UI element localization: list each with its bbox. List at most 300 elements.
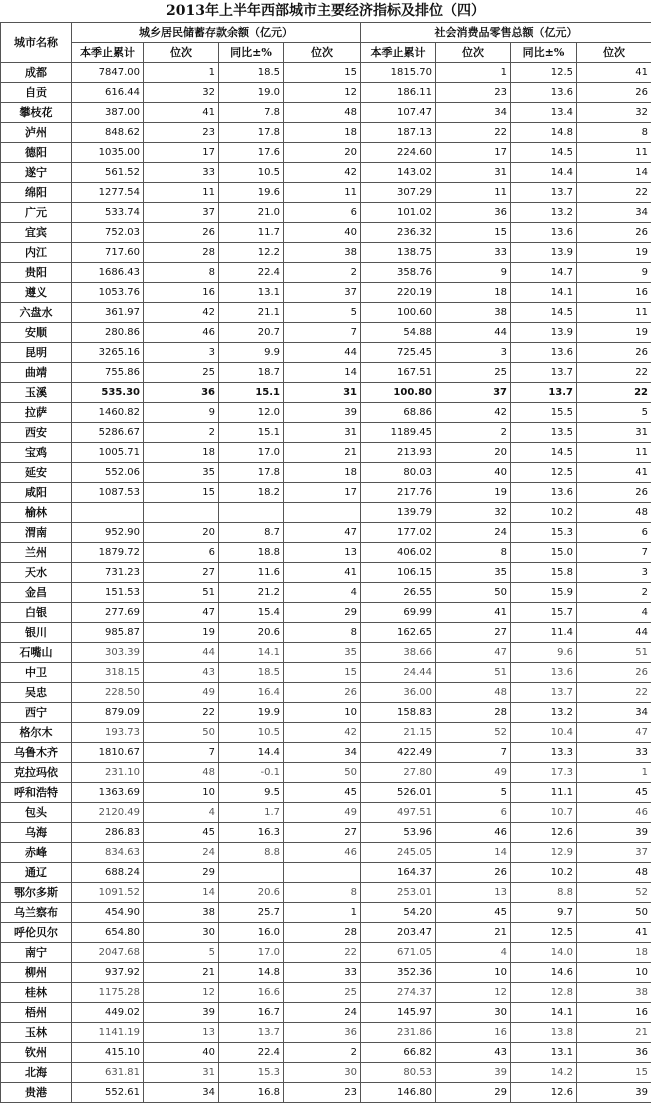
table-row: [1, 303, 651, 323]
city-name-cell: 克拉玛依: [1, 763, 72, 783]
retail-rank-cell: 3: [436, 343, 511, 363]
retail-yoy-rank-cell: 14: [577, 163, 651, 183]
retail-yoy-cell: 13.2: [511, 203, 577, 223]
retail-yoy-cell: 10.4: [511, 723, 577, 743]
savings-yoy-cell: 20.6: [219, 623, 284, 643]
savings-yoy-rank-cell: 33: [284, 963, 361, 983]
retail-rank-cell: 20: [436, 443, 511, 463]
retail-rank-cell: 34: [436, 103, 511, 123]
city-name-cell: 拉萨: [1, 403, 72, 423]
savings-cumulative-cell: 1879.72: [72, 543, 144, 563]
retail-rank-cell: 13: [436, 883, 511, 903]
savings-yoy-rank-cell: 2: [284, 263, 361, 283]
table-row: [1, 883, 651, 903]
retail-yoy-rank-cell: 34: [577, 203, 651, 223]
retail-yoy-rank-cell: 36: [577, 1043, 651, 1063]
savings-yoy-cell: 1.7: [219, 803, 284, 823]
savings-yoy-cell: 16.7: [219, 1003, 284, 1023]
retail-yoy-rank-cell: 41: [577, 463, 651, 483]
savings-cumulative-cell: 151.53: [72, 583, 144, 603]
city-name-cell: 广元: [1, 203, 72, 223]
savings-rank-cell: 24: [144, 843, 219, 863]
savings-yoy-cell: 21.2: [219, 583, 284, 603]
savings-yoy-cell: 8.8: [219, 843, 284, 863]
savings-yoy-cell: 17.6: [219, 143, 284, 163]
city-name-cell: 宝鸡: [1, 443, 72, 463]
retail-cumulative-cell: 100.80: [361, 383, 436, 403]
savings-rank-cell: 2: [144, 423, 219, 443]
savings-yoy-rank-cell: 14: [284, 363, 361, 383]
savings-rank-cell: 11: [144, 183, 219, 203]
table-row: [1, 83, 651, 103]
retail-cumulative-cell: 187.13: [361, 123, 436, 143]
savings-yoy-cell: 21.0: [219, 203, 284, 223]
retail-yoy-cell: 12.6: [511, 1083, 577, 1103]
table-row: [1, 323, 651, 343]
savings-cumulative-cell: 952.90: [72, 523, 144, 543]
savings-yoy-rank-cell: 36: [284, 1023, 361, 1043]
savings-rank-cell: 3: [144, 343, 219, 363]
savings-rank-cell: 46: [144, 323, 219, 343]
retail-cumulative-cell: 145.97: [361, 1003, 436, 1023]
retail-cumulative-cell: 224.60: [361, 143, 436, 163]
retail-cumulative-cell: 69.99: [361, 603, 436, 623]
savings-cumulative-cell: 1035.00: [72, 143, 144, 163]
table-row: [1, 503, 651, 523]
savings-cumulative-cell: 688.24: [72, 863, 144, 883]
savings-yoy-rank-cell: 2: [284, 1043, 361, 1063]
savings-cumulative-cell: 449.02: [72, 1003, 144, 1023]
retail-rank-cell: 2: [436, 423, 511, 443]
savings-yoy-cell: 15.3: [219, 1063, 284, 1083]
savings-yoy-rank-cell: 7: [284, 323, 361, 343]
retail-yoy-rank-cell: 45: [577, 783, 651, 803]
savings-cumulative-cell: 387.00: [72, 103, 144, 123]
retail-yoy-rank-cell: 22: [577, 683, 651, 703]
city-name-cell: 乌兰察布: [1, 903, 72, 923]
savings-yoy-cell: 16.0: [219, 923, 284, 943]
retail-yoy-rank-cell: 26: [577, 343, 651, 363]
retail-cumulative-cell: 53.96: [361, 823, 436, 843]
savings-cumulative-cell: 937.92: [72, 963, 144, 983]
savings-rank-cell: 42: [144, 303, 219, 323]
retail-rank-cell: 1: [436, 63, 511, 83]
savings-yoy-rank-cell: 47: [284, 523, 361, 543]
savings-yoy-cell: 16.6: [219, 983, 284, 1003]
savings-rank-cell: 30: [144, 923, 219, 943]
table-row: [1, 223, 651, 243]
retail-yoy-cell: 13.4: [511, 103, 577, 123]
retail-cumulative-cell: 68.86: [361, 403, 436, 423]
retail-rank-cell: 45: [436, 903, 511, 923]
savings-yoy-rank-cell: 37: [284, 283, 361, 303]
city-name-cell: 遂宁: [1, 163, 72, 183]
retail-yoy-rank-cell: 3: [577, 563, 651, 583]
retail-yoy-rank-cell: 31: [577, 423, 651, 443]
savings-rank-cell: 33: [144, 163, 219, 183]
savings-yoy-rank-cell: 35: [284, 643, 361, 663]
city-name-cell: 贵港: [1, 1083, 72, 1103]
savings-rank-cell: 6: [144, 543, 219, 563]
retail-yoy-cell: 14.5: [511, 443, 577, 463]
retail-yoy-rank-cell: 50: [577, 903, 651, 923]
retail-cumulative-cell: 164.37: [361, 863, 436, 883]
retail-yoy-cell: 13.6: [511, 343, 577, 363]
retail-yoy-cell: 12.5: [511, 923, 577, 943]
table-row: [1, 523, 651, 543]
retail-cumulative-cell: 422.49: [361, 743, 436, 763]
retail-yoy-rank-cell: 44: [577, 623, 651, 643]
savings-yoy-cell: 25.7: [219, 903, 284, 923]
retail-yoy-rank-cell: 2: [577, 583, 651, 603]
table-row: [1, 1083, 651, 1103]
retail-yoy-cell: 11.1: [511, 783, 577, 803]
retail-yoy-rank-cell: 41: [577, 923, 651, 943]
savings-rank-cell: 50: [144, 723, 219, 743]
retail-yoy-cell: 13.6: [511, 663, 577, 683]
savings-yoy-rank-cell: 49: [284, 803, 361, 823]
retail-cumulative-cell: 143.02: [361, 163, 436, 183]
table-row: [1, 203, 651, 223]
city-name-cell: 玉林: [1, 1023, 72, 1043]
savings-cumulative-cell: 1091.52: [72, 883, 144, 903]
city-name-header: 城市名称: [1, 23, 72, 63]
savings-yoy-cell: 21.1: [219, 303, 284, 323]
savings-yoy-rank-cell: 42: [284, 163, 361, 183]
savings-yoy-cell: -0.1: [219, 763, 284, 783]
savings-cumulative-cell: 731.23: [72, 563, 144, 583]
savings-yoy-cell: 13.7: [219, 1023, 284, 1043]
savings-cumulative-cell: 286.83: [72, 823, 144, 843]
savings-yoy-rank-cell: 1: [284, 903, 361, 923]
savings-cumulative-cell: 1363.69: [72, 783, 144, 803]
savings-rank-cell: 7: [144, 743, 219, 763]
table-row: [1, 1063, 651, 1083]
retail-cumulative-cell: 245.05: [361, 843, 436, 863]
retail-rank-cell: 16: [436, 1023, 511, 1043]
retail-yoy-cell: 15.9: [511, 583, 577, 603]
retail-cumulative-cell: 139.79: [361, 503, 436, 523]
retail-yoy-cell: 10.7: [511, 803, 577, 823]
table-row: [1, 463, 651, 483]
savings-yoy-rank-cell: [284, 863, 361, 883]
savings-yoy-rank-cell: 23: [284, 1083, 361, 1103]
savings-yoy-cell: 19.0: [219, 83, 284, 103]
retail-rank-cell: 38: [436, 303, 511, 323]
retail-yoy-cell: 15.5: [511, 403, 577, 423]
savings-cumulative-cell: 5286.67: [72, 423, 144, 443]
retail-yoy-cell: 13.7: [511, 183, 577, 203]
savings-cumulative-cell: 631.81: [72, 1063, 144, 1083]
savings-cumulative-cell: 616.44: [72, 83, 144, 103]
savings-cumulative-cell: 415.10: [72, 1043, 144, 1063]
table-row: [1, 283, 651, 303]
savings-yoy-rank-cell: 25: [284, 983, 361, 1003]
retail-yoy-cell: 13.7: [511, 363, 577, 383]
savings-yoy-cell: 16.3: [219, 823, 284, 843]
retail-rank-cell: 7: [436, 743, 511, 763]
table-row: [1, 563, 651, 583]
savings-yoy-cell: 11.7: [219, 223, 284, 243]
savings-rank-cell: 22: [144, 703, 219, 723]
city-name-cell: 赤峰: [1, 843, 72, 863]
retail-yoy-cell: 13.5: [511, 423, 577, 443]
retail-yoy-rank-cell: 22: [577, 183, 651, 203]
savings-yoy-cell: [219, 503, 284, 523]
savings-yoy-rank-cell: 4: [284, 583, 361, 603]
savings-yoy-rank-cell: 12: [284, 83, 361, 103]
retail-cumulative-cell: 138.75: [361, 243, 436, 263]
city-name-cell: 西宁: [1, 703, 72, 723]
savings-rank-cell: 32: [144, 83, 219, 103]
savings-rank-cell: 20: [144, 523, 219, 543]
savings-cumulative-cell: 755.86: [72, 363, 144, 383]
retail-cumulative-cell: 36.00: [361, 683, 436, 703]
retail-yoy-cell: 13.1: [511, 1043, 577, 1063]
economic-indicators-table: [0, 22, 651, 1103]
savings-yoy-cell: 18.5: [219, 63, 284, 83]
savings-yoy-cell: 18.2: [219, 483, 284, 503]
retail-cumulative-cell: 107.47: [361, 103, 436, 123]
savings-cumulative-cell: 1053.76: [72, 283, 144, 303]
savings-yoy-rank-cell: 48: [284, 103, 361, 123]
retail-rank-cell: 9: [436, 263, 511, 283]
city-name-cell: 泸州: [1, 123, 72, 143]
savings-cumulative-cell: 752.03: [72, 223, 144, 243]
table-row: [1, 103, 651, 123]
retail-cumulative-cell: 203.47: [361, 923, 436, 943]
savings-cumulative-cell: 1005.71: [72, 443, 144, 463]
retail-yoy-cell: 14.0: [511, 943, 577, 963]
savings-yoy-rank-cell: 11: [284, 183, 361, 203]
retail-rank-cell: 46: [436, 823, 511, 843]
savings-yoy-cell: 10.5: [219, 163, 284, 183]
retail-yoy-rank-cell: 11: [577, 443, 651, 463]
savings-yoy-cell: 11.6: [219, 563, 284, 583]
savings-yoy-rank-cell: 34: [284, 743, 361, 763]
savings-rank-cell: 16: [144, 283, 219, 303]
retail-yoy-rank-cell: 41: [577, 63, 651, 83]
city-name-cell: 格尔木: [1, 723, 72, 743]
retail-rank-cell: 28: [436, 703, 511, 723]
savings-yoy-cell: 7.8: [219, 103, 284, 123]
savings-rank-cell: 14: [144, 883, 219, 903]
savings-yoy-cell: 13.1: [219, 283, 284, 303]
city-name-cell: 呼伦贝尔: [1, 923, 72, 943]
savings-yoy-cell: 17.8: [219, 123, 284, 143]
savings-yoy-rank-cell: 44: [284, 343, 361, 363]
savings-rank-cell: 23: [144, 123, 219, 143]
city-name-cell: 六盘水: [1, 303, 72, 323]
savings-yoy-cell: 9.9: [219, 343, 284, 363]
retail-yoy-rank-cell: 34: [577, 703, 651, 723]
table-row: [1, 683, 651, 703]
savings-yoy-rank-cell: 45: [284, 783, 361, 803]
savings-yoy-cell: [219, 863, 284, 883]
savings-rank-cell: 10: [144, 783, 219, 803]
savings-yoy-cell: 18.7: [219, 363, 284, 383]
savings-yoy-cell: 18.5: [219, 663, 284, 683]
retail-yoy-cell: 12.6: [511, 823, 577, 843]
retail-yoy-rank-cell: 10: [577, 963, 651, 983]
retail-rank-cell: 5: [436, 783, 511, 803]
retail-yoy-rank-cell: 22: [577, 383, 651, 403]
table-row: [1, 343, 651, 363]
retail-yoy-rank-cell: 51: [577, 643, 651, 663]
savings-cumulative-cell: 1686.43: [72, 263, 144, 283]
retail-sales-group-header: 社会消费品零售总额（亿元）: [361, 23, 651, 43]
city-name-cell: 西安: [1, 423, 72, 443]
table-row: [1, 143, 651, 163]
retail-cumulative-cell: 231.86: [361, 1023, 436, 1043]
savings-yoy-rank-cell: 46: [284, 843, 361, 863]
retail-cumulative-cell: 167.51: [361, 363, 436, 383]
retail-cumulative-cell: 26.55: [361, 583, 436, 603]
retail-rank-cell: 15: [436, 223, 511, 243]
savings-cumulative-cell: 552.06: [72, 463, 144, 483]
savings-yoy-cell: 12.0: [219, 403, 284, 423]
city-name-cell: 贵阳: [1, 263, 72, 283]
savings-rank-cell: 17: [144, 143, 219, 163]
savings-yoy-rank-cell: 15: [284, 63, 361, 83]
savings-yoy-rank-cell: 31: [284, 423, 361, 443]
savings-yoy-rank-cell: 8: [284, 883, 361, 903]
table-row: [1, 123, 651, 143]
retail-rank-cell: 39: [436, 1063, 511, 1083]
city-name-cell: 昆明: [1, 343, 72, 363]
retail-cumulative-header: 本季止累计: [361, 43, 436, 63]
retail-yoy-cell: 13.7: [511, 683, 577, 703]
table-row: [1, 1003, 651, 1023]
savings-rank-cell: 28: [144, 243, 219, 263]
table-row: [1, 663, 651, 683]
table-row: [1, 623, 651, 643]
city-name-cell: 内江: [1, 243, 72, 263]
city-name-cell: 绵阳: [1, 183, 72, 203]
table-row: [1, 363, 651, 383]
retail-rank-cell: 33: [436, 243, 511, 263]
city-name-cell: 自贡: [1, 83, 72, 103]
savings-yoy-rank-cell: 13: [284, 543, 361, 563]
table-row: [1, 243, 651, 263]
table-row: [1, 823, 651, 843]
city-name-cell: 桂林: [1, 983, 72, 1003]
retail-yoy-cell: 10.2: [511, 863, 577, 883]
retail-rank-cell: 37: [436, 383, 511, 403]
retail-rank-header: 位次: [436, 43, 511, 63]
savings-cumulative-cell: 3265.16: [72, 343, 144, 363]
retail-yoy-cell: 13.6: [511, 483, 577, 503]
retail-cumulative-cell: 352.36: [361, 963, 436, 983]
retail-cumulative-cell: 66.82: [361, 1043, 436, 1063]
table-row: [1, 263, 651, 283]
savings-yoy-rank-cell: 8: [284, 623, 361, 643]
savings-yoy-rank-cell: 22: [284, 943, 361, 963]
retail-yoy-cell: 14.6: [511, 963, 577, 983]
savings-yoy-rank-cell: 15: [284, 663, 361, 683]
savings-cumulative-cell: 834.63: [72, 843, 144, 863]
savings-yoy-cell: 18.8: [219, 543, 284, 563]
retail-yoy-rank-cell: 52: [577, 883, 651, 903]
retail-cumulative-cell: 406.02: [361, 543, 436, 563]
savings-yoy-cell: 12.2: [219, 243, 284, 263]
savings-yoy-rank-cell: 20: [284, 143, 361, 163]
retail-yoy-rank-cell: 15: [577, 1063, 651, 1083]
table-row: [1, 163, 651, 183]
retail-yoy-cell: 12.9: [511, 843, 577, 863]
savings-rank-cell: 27: [144, 563, 219, 583]
savings-yoy-cell: 15.1: [219, 423, 284, 443]
city-name-cell: 金昌: [1, 583, 72, 603]
retail-cumulative-cell: 54.20: [361, 903, 436, 923]
retail-rank-cell: 29: [436, 1083, 511, 1103]
savings-yoy-rank-cell: 18: [284, 123, 361, 143]
savings-yoy-cell: 15.4: [219, 603, 284, 623]
retail-yoy-header: 同比±%: [511, 43, 577, 63]
city-name-cell: 北海: [1, 1063, 72, 1083]
retail-cumulative-cell: 106.15: [361, 563, 436, 583]
retail-yoy-rank-cell: 26: [577, 663, 651, 683]
retail-yoy-cell: 14.5: [511, 143, 577, 163]
savings-yoy-cell: 19.6: [219, 183, 284, 203]
retail-yoy-rank-cell: 11: [577, 303, 651, 323]
savings-deposit-group-header: 城乡居民储蓄存款余额（亿元）: [72, 23, 361, 43]
savings-rank-cell: 29: [144, 863, 219, 883]
retail-rank-cell: 23: [436, 83, 511, 103]
retail-yoy-rank-cell: 8: [577, 123, 651, 143]
retail-cumulative-cell: 1189.45: [361, 423, 436, 443]
savings-yoy-rank-cell: 28: [284, 923, 361, 943]
retail-yoy-rank-cell: 32: [577, 103, 651, 123]
savings-rank-cell: 8: [144, 263, 219, 283]
savings-yoy-rank-cell: 31: [284, 383, 361, 403]
retail-yoy-rank-cell: 39: [577, 1083, 651, 1103]
savings-rank-cell: 41: [144, 103, 219, 123]
retail-yoy-cell: 14.4: [511, 163, 577, 183]
savings-cumulative-cell: 879.09: [72, 703, 144, 723]
retail-yoy-cell: 13.9: [511, 323, 577, 343]
retail-cumulative-cell: 162.65: [361, 623, 436, 643]
retail-rank-cell: 49: [436, 763, 511, 783]
city-name-cell: 梧州: [1, 1003, 72, 1023]
retail-yoy-cell: 9.7: [511, 903, 577, 923]
savings-yoy-rank-cell: 18: [284, 463, 361, 483]
table-row: [1, 443, 651, 463]
retail-yoy-cell: 10.2: [511, 503, 577, 523]
table-row: [1, 763, 651, 783]
savings-cumulative-cell: 361.97: [72, 303, 144, 323]
savings-cumulative-cell: 454.90: [72, 903, 144, 923]
savings-rank-cell: 25: [144, 363, 219, 383]
retail-yoy-rank-cell: 47: [577, 723, 651, 743]
retail-yoy-rank-cell: 48: [577, 863, 651, 883]
retail-cumulative-cell: 274.37: [361, 983, 436, 1003]
savings-cumulative-cell: 1087.53: [72, 483, 144, 503]
savings-yoy-cell: 10.5: [219, 723, 284, 743]
savings-yoy-rank-cell: [284, 503, 361, 523]
retail-yoy-rank-cell: 21: [577, 1023, 651, 1043]
retail-yoy-cell: 12.5: [511, 463, 577, 483]
savings-yoy-rank-cell: 41: [284, 563, 361, 583]
retail-rank-cell: 32: [436, 503, 511, 523]
city-name-cell: 柳州: [1, 963, 72, 983]
savings-rank-cell: 45: [144, 823, 219, 843]
retail-rank-cell: 52: [436, 723, 511, 743]
table-row: [1, 703, 651, 723]
city-name-cell: 兰州: [1, 543, 72, 563]
retail-yoy-rank-cell: 22: [577, 363, 651, 383]
table-row: [1, 583, 651, 603]
